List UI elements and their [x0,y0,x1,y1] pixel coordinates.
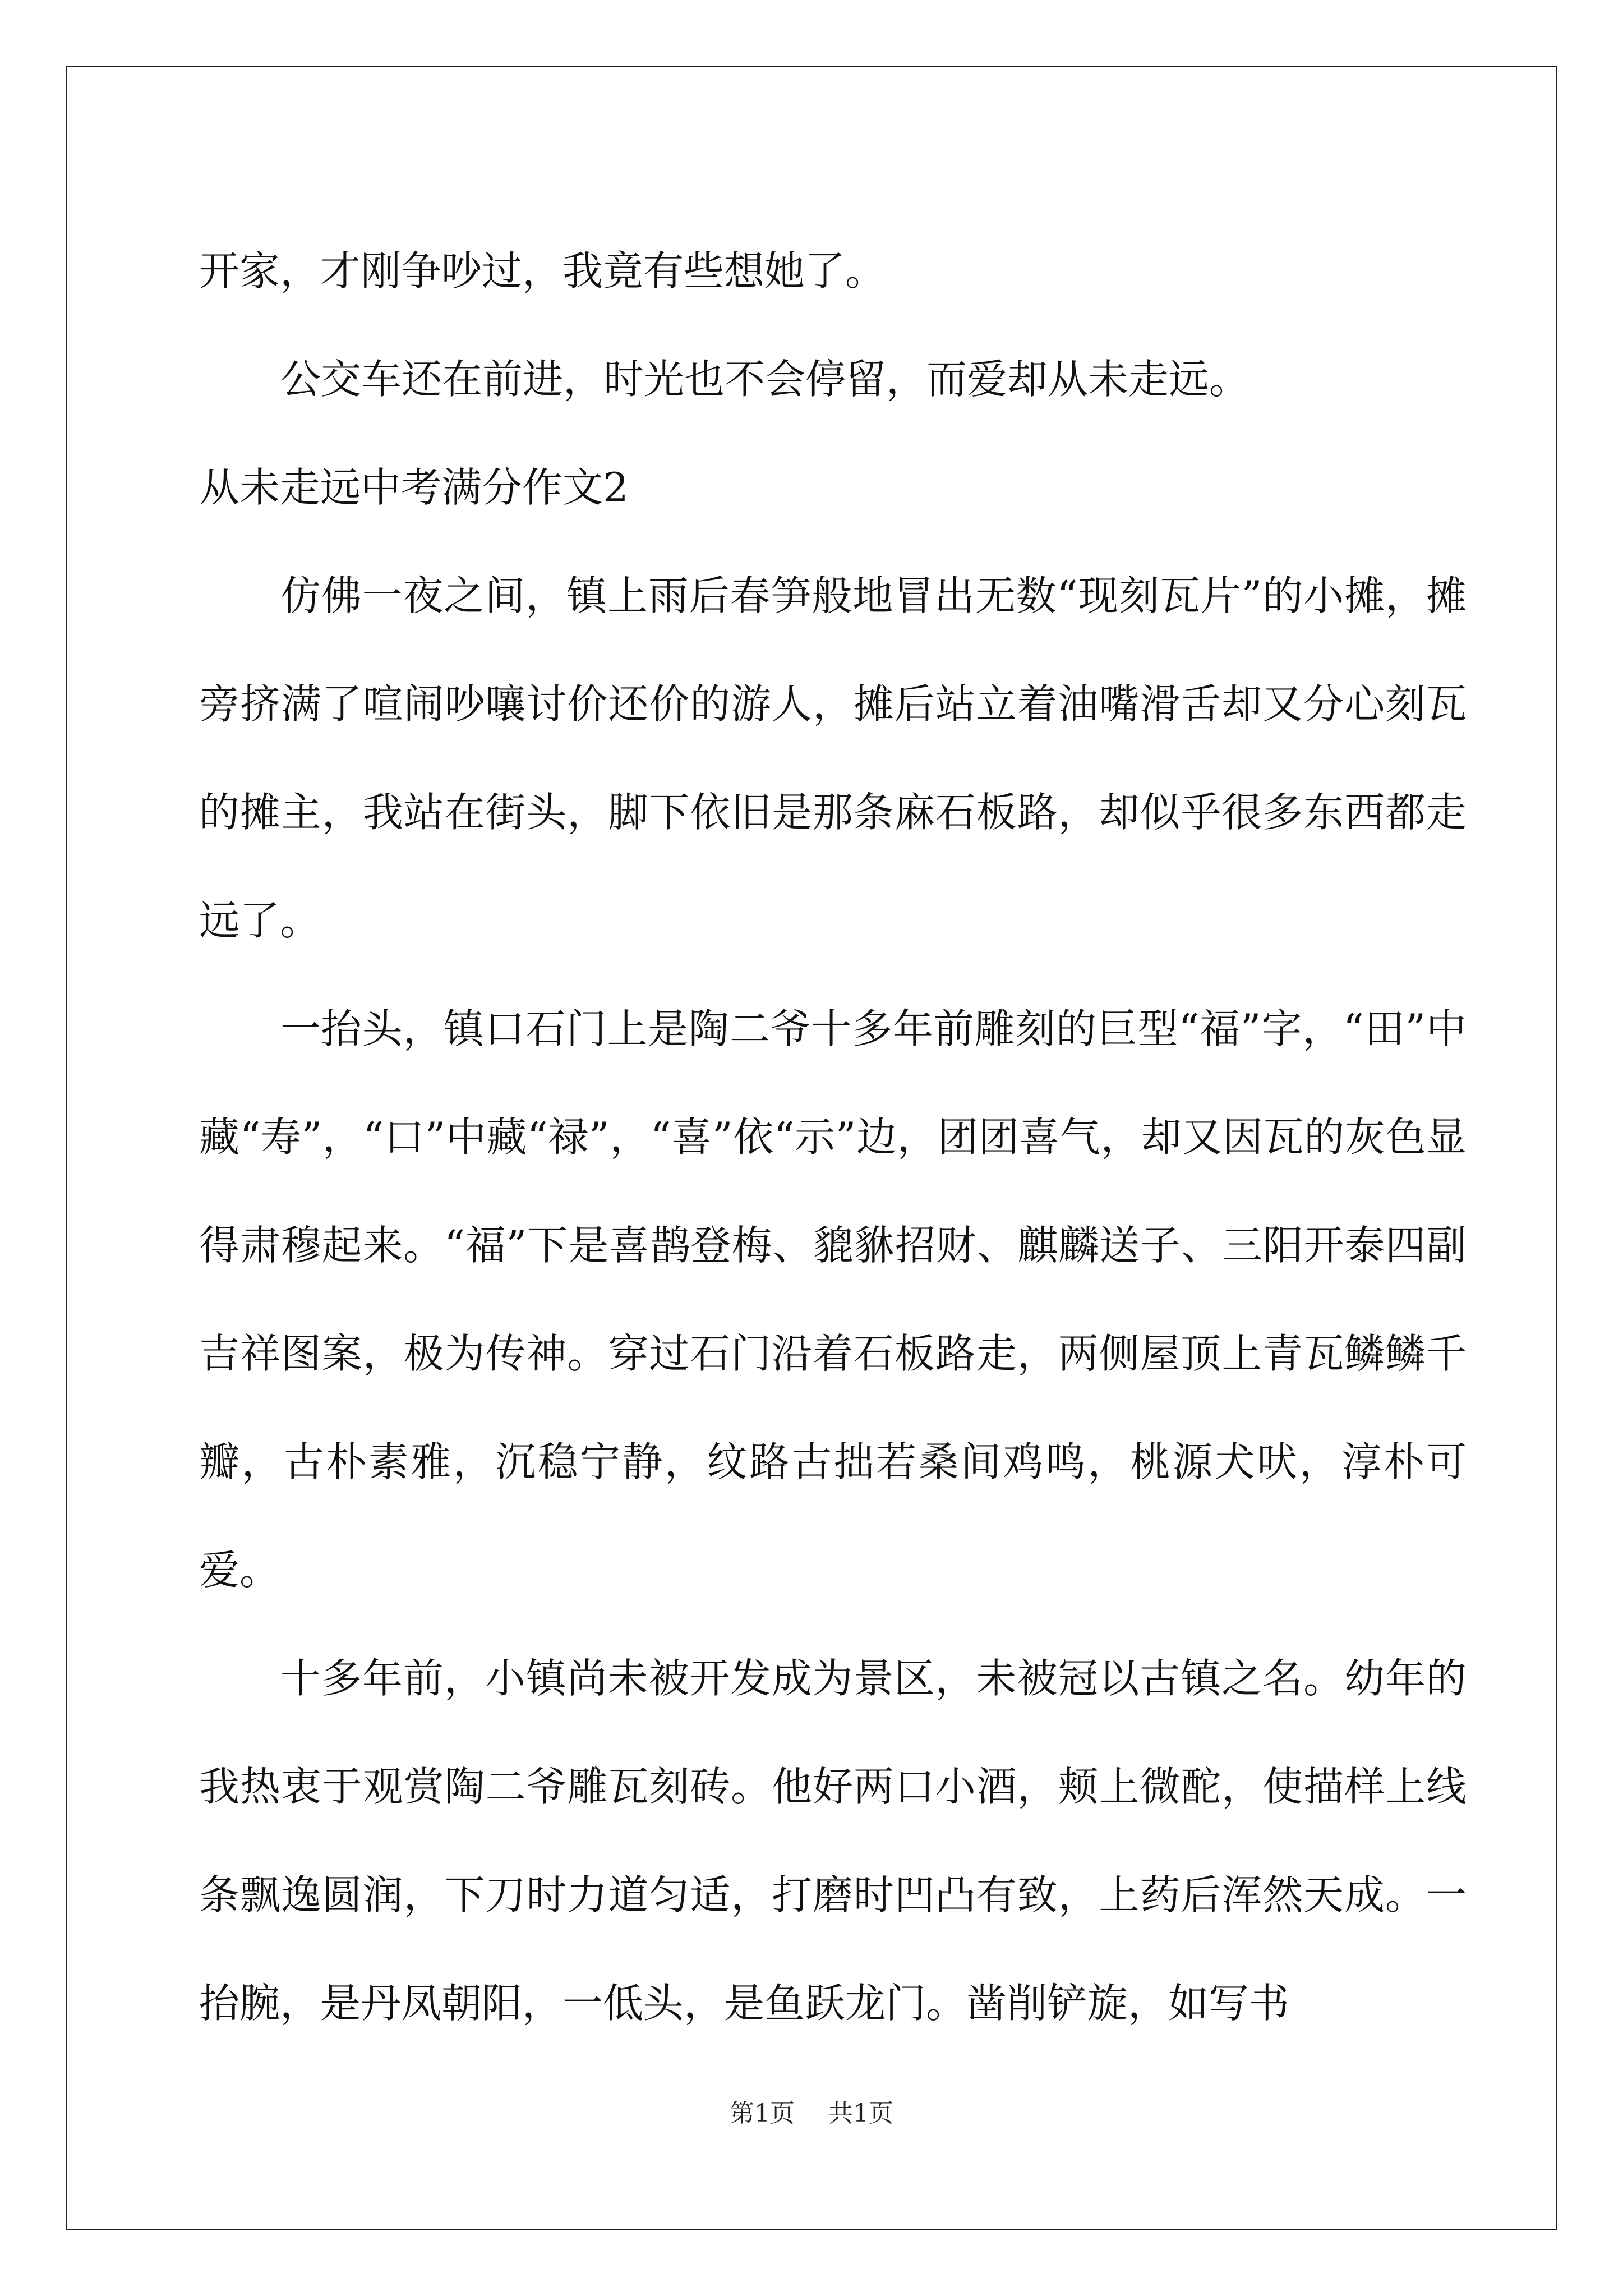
paragraph-5: 十多年前，小镇尚未被开发成为景区，未被冠以古镇之名。幼年的我热衷于观赏陶二爷雕瓦刻砖。他好两口小酒，颊上微酡，使描样上线条飘逸圆润，下刀时力道匀适，打磨时凹凸有致，上药后浑然天成。一抬腕，是丹凤朝阳，一低头，是鱼跃龙门。凿削铲旋，如写书 [199,1655,1467,2027]
paragraph-3: 仿佛一夜之间，镇上雨后春笋般地冒出无数“现刻瓦片”的小摊，摊旁挤满了喧闹吵嚷讨价还价的游人，摊后站立着油嘴滑舌却又分心刻瓦的摊主，我站在街头，脚下依旧是那条麻石板路，却似乎很多东西都走远了。 [199,572,1467,944]
paragraph-1: 开家，才刚争吵过，我竟有些想她了。 [199,247,886,295]
page-number-total: 共1页 [828,2099,893,2128]
paragraph-4: 一抬头，镇口石门上是陶二爷十多年前雕刻的巨型“福”字，“田”中藏“寿”，“口”中藏“禄”，“喜”依“示”边，团团喜气，却又因瓦的灰色显得肃穆起来。“福”下是喜鹊登梅、貔貅招财、麒麟送子、三阳开泰四副吉祥图案，极为传神。穿过石门沿着石板路走，两侧屋顶上青瓦鳞鳞千瓣，古朴素雅，沉稳宁静，纹路古拙若桑间鸡鸣，桃源犬吠，淳朴可爱。 [199,1005,1467,1594]
page-footer [0,2097,1623,2131]
document-body [199,217,1467,2058]
paragraph-2: 公交车还在前进，时光也不会停留，而爱却从未走远。 [280,356,1250,403]
page-number-current: 第1页 [730,2099,795,2128]
section-title: 从未走远中考满分作文2 [199,464,629,511]
